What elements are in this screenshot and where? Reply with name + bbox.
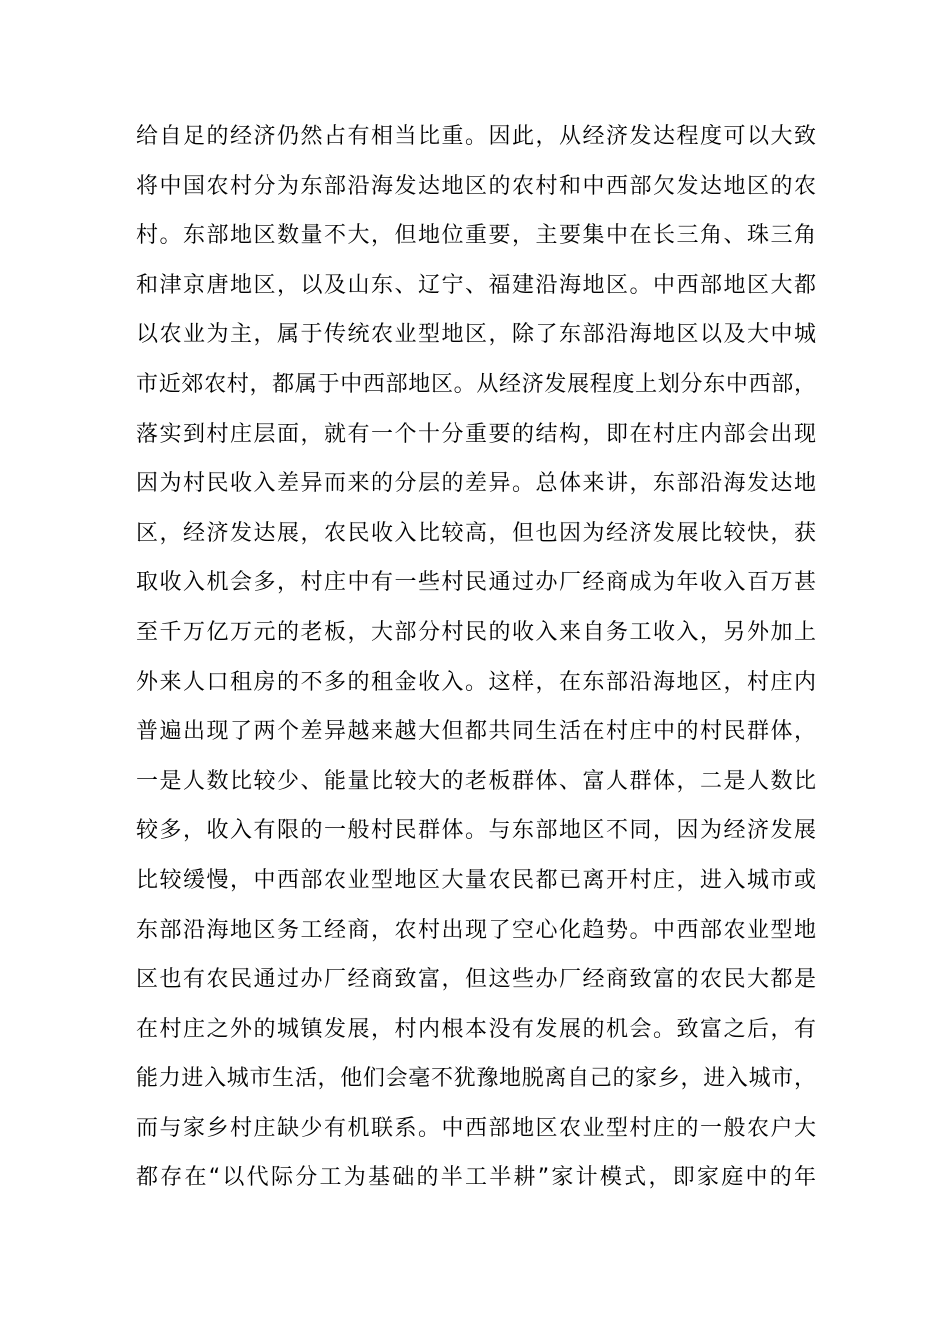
text-line: 普遍出现了两个差异越来越大但都共同生活在村庄中的村民群体， [136, 719, 816, 745]
text-line: 外来人口租房的不多的租金收入。这样，在东部沿海地区，村庄内 [136, 669, 816, 695]
text-line: 取收入机会多，村庄中有一些村民通过办厂经商成为年收入百万甚 [136, 570, 816, 596]
text-line: 区也有农民通过办厂经商致富，但这些办厂经商致富的农民大都是 [136, 967, 816, 993]
text-line: 以农业为主，属于传统农业型地区，除了东部沿海地区以及大中城 [136, 322, 816, 348]
text-line: 一是人数比较少、能量比较大的老板群体、富人群体，二是人数比 [136, 768, 816, 794]
text-line: 较多，收入有限的一般村民群体。与东部地区不同，因为经济发展 [136, 818, 816, 844]
text-line: 因为村民收入差异而来的分层的差异。总体来讲，东部沿海发达地 [136, 471, 816, 497]
text-line: 能力进入城市生活，他们会毫不犹豫地脱离自己的家乡，进入城市， [136, 1066, 816, 1092]
text-line: 将中国农村分为东部沿海发达地区的农村和中西部欠发达地区的农 [136, 173, 816, 199]
text-line: 落实到村庄层面，就有一个十分重要的结构，即在村庄内部会出现 [136, 421, 816, 447]
text-line: 东部沿海地区务工经商，农村出现了空心化趋势。中西部农业型地 [136, 917, 816, 943]
text-line: 村。东部地区数量不大，但地位重要，主要集中在长三角、珠三角 [136, 223, 816, 249]
text-line: 和津京唐地区，以及山东、辽宁、福建沿海地区。中西部地区大都 [136, 272, 816, 298]
text-line: 区，经济发达展，农民收入比较高，但也因为经济发展比较快，获 [136, 520, 816, 546]
text-line: 比较缓慢，中西部农业型地区大量农民都已离开村庄，进入城市或 [136, 867, 816, 893]
text-line: 给自足的经济仍然占有相当比重。因此，从经济发达程度可以大致 [136, 124, 816, 149]
text-line: 在村庄之外的城镇发展，村内根本没有发展的机会。致富之后，有 [136, 1016, 816, 1042]
text-line: 而与家乡村庄缺少有机联系。中西部地区农业型村庄的一般农户大 [136, 1115, 816, 1141]
text-line: 至千万亿万元的老板，大部分村民的收入来自务工收入，另外加上 [136, 619, 816, 645]
text-line: 都存在“以代际分工为基础的半工半耕”家计模式，即家庭中的年 [136, 1165, 816, 1191]
body-text [136, 112, 816, 1203]
text-line: 市近郊农村，都属于中西部地区。从经济发展程度上划分东中西部， [136, 371, 816, 397]
